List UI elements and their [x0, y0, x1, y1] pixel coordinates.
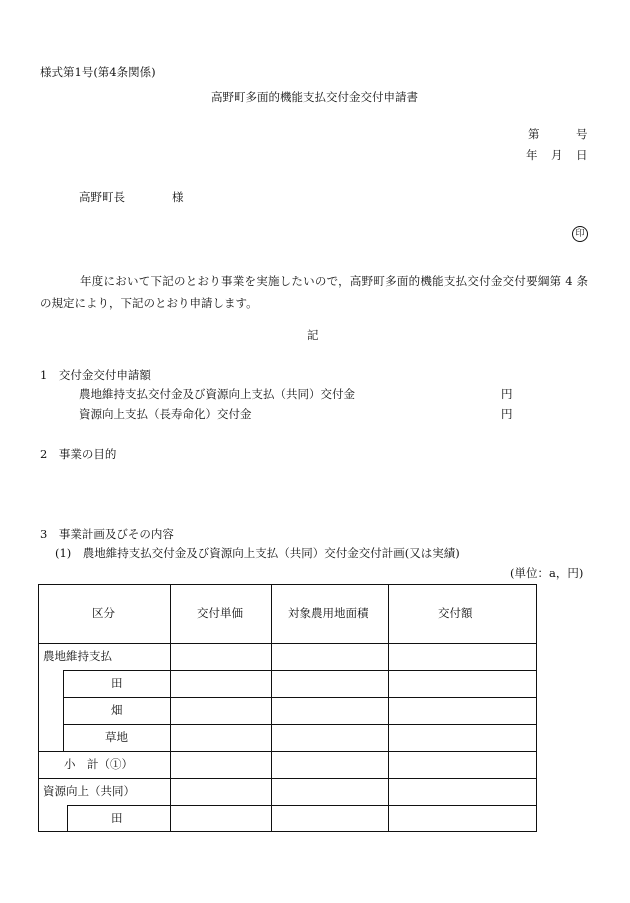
row-divider	[63, 670, 537, 671]
table-border-right	[536, 584, 537, 832]
ki-heading: 記	[307, 328, 319, 342]
unit-note: (単位：a，円)	[510, 566, 584, 580]
row-divider	[38, 778, 537, 779]
table-border-left	[38, 584, 39, 832]
section-1-item-label: 農地維持支払交付金及び資源向上支払（共同）交付金	[79, 387, 355, 401]
section-1-heading: 1 交付金交付申請額	[40, 368, 151, 382]
addressee-name: 高野町長	[79, 190, 125, 204]
header-amount: 交付額	[438, 606, 473, 620]
row-divider	[63, 724, 537, 725]
header-target-area: 対象農用地面積	[288, 606, 369, 620]
row-label-upland-field: 畑	[111, 703, 123, 717]
table-border-bottom	[38, 831, 537, 832]
header-unit-price: 交付単価	[197, 606, 243, 620]
document-title: 高野町多面的機能支払交付金交付申請書	[211, 90, 418, 104]
section-2-heading: 2 事業の目的	[40, 447, 117, 461]
section-1-item-unit: 円	[501, 387, 513, 401]
row-divider	[38, 751, 537, 752]
row-divider	[63, 697, 537, 698]
column-divider	[388, 584, 389, 832]
row-divider	[38, 643, 537, 644]
section-1-item-label: 資源向上支払（長寿命化）交付金	[79, 407, 252, 421]
date-day: 日	[576, 148, 588, 162]
addressee-suffix: 様	[172, 190, 184, 204]
section-3-subheading: (1) 農地維持支払交付金及び資源向上支払（共同）交付金交付計画(又は実績)	[55, 546, 460, 560]
header-kubun: 区分	[92, 606, 115, 620]
section-3-heading: 3 事業計画及びその内容	[40, 527, 174, 541]
date-year: 年	[526, 148, 538, 162]
row-label-resource-improvement: 資源向上（共同）	[43, 784, 135, 798]
row-label-rice-field: 田	[111, 676, 123, 690]
table-border-top	[38, 584, 537, 585]
section-1-item-unit: 円	[501, 407, 513, 421]
seal-label: 印	[575, 228, 585, 239]
subitem-indent-line	[67, 805, 68, 832]
row-label-rice-field: 田	[111, 811, 123, 825]
form-number: 様式第1号(第4条関係)	[40, 65, 156, 79]
seal-icon	[572, 226, 588, 242]
body-paragraph: 年度において下記のとおり事業を実施したいので，高野町多面的機能支払交付金交付要綱第 4 条の規定により，下記のとおり申請します。	[40, 274, 588, 310]
plan-table	[38, 584, 537, 832]
date-month: 月	[551, 148, 563, 162]
document-number-prefix: 第	[528, 127, 540, 141]
document-number-suffix: 号	[576, 127, 588, 141]
row-label-subtotal: 小 計（①）	[64, 757, 133, 771]
row-label-farmland-maintenance: 農地維持支払	[43, 649, 112, 663]
column-divider	[170, 584, 171, 832]
row-label-grassland: 草地	[105, 730, 128, 744]
row-divider	[67, 805, 537, 806]
column-divider	[271, 584, 272, 832]
subitem-indent-line	[63, 670, 64, 752]
